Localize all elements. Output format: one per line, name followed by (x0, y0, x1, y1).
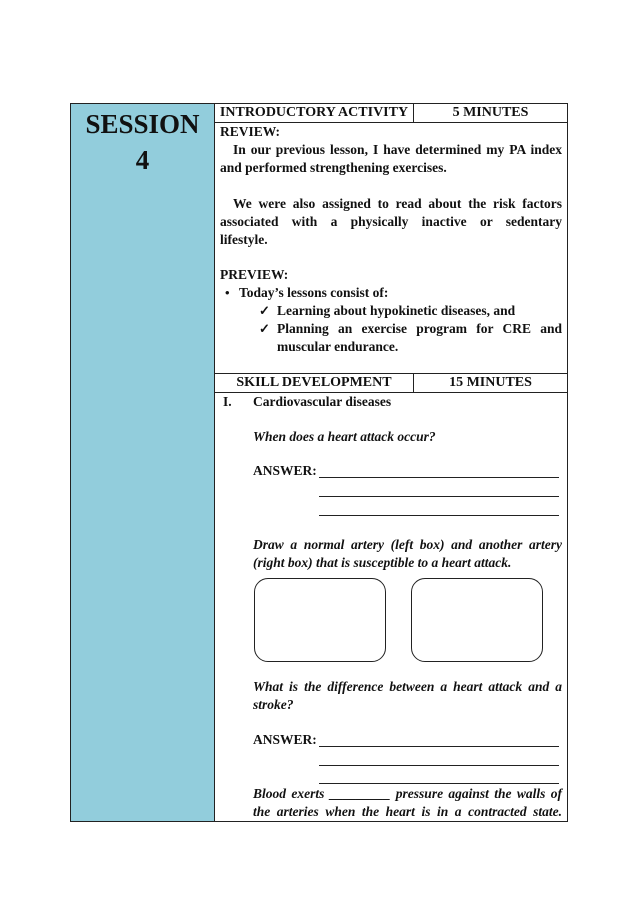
answer-line[interactable] (319, 783, 559, 784)
preview-check: Planning an exercise program for CRE and (277, 321, 562, 336)
question-3: stroke? (253, 697, 294, 712)
session-word: SESSION (85, 109, 200, 139)
answer-line[interactable] (319, 746, 559, 747)
preview-check: Learning about hypokinetic diseases, and (277, 303, 516, 318)
review-line: In our previous lesson, I have determined my PA index (233, 142, 562, 157)
skill-title: SKILL DEVELOPMENT (236, 375, 392, 390)
bullet-icon: • (225, 285, 230, 300)
question-4: the arteries when the heart is in a contracted state. (253, 804, 562, 819)
review-label: REVIEW: (220, 124, 281, 139)
susceptible-artery-drawing-box[interactable] (411, 578, 543, 662)
check-icon: ✓ (259, 321, 270, 336)
question-4: Blood exerts _________ pressure against the walls of (253, 786, 562, 801)
skill-duration: 15 MINUTES (413, 374, 567, 392)
session-column (71, 104, 215, 821)
content-column (215, 104, 567, 821)
question-2: (right box) that is susceptible to a heart attack. (253, 555, 512, 570)
answer-line[interactable] (319, 496, 559, 497)
skill-header (215, 374, 567, 393)
question-3: What is the difference between a heart attack and a (253, 679, 562, 694)
question-1: When does a heart attack occur? (253, 429, 436, 444)
session-label (71, 106, 214, 178)
answer-label: ANSWER: (253, 732, 317, 747)
worksheet-table (70, 103, 568, 822)
review-line: lifestyle. (220, 232, 268, 247)
item-number: I. (223, 394, 232, 409)
review-line: and performed strengthening exercises. (220, 160, 447, 175)
preview-check: muscular endurance. (277, 339, 399, 354)
item-title: Cardiovascular diseases (253, 394, 392, 409)
review-line: associated with a physically inactive or sedentary (220, 214, 562, 229)
answer-line[interactable] (319, 515, 559, 516)
normal-artery-drawing-box[interactable] (254, 578, 386, 662)
intro-header (215, 104, 567, 123)
intro-title: INTRODUCTORY ACTIVITY (219, 105, 409, 120)
answer-line[interactable] (319, 765, 559, 766)
session-number: 4 (135, 145, 150, 175)
preview-bullet: Today’s lessons consist of: (239, 285, 389, 300)
intro-duration: 5 MINUTES (413, 104, 567, 122)
preview-label: PREVIEW: (220, 267, 289, 282)
question-2: Draw a normal artery (left box) and another artery (253, 537, 562, 552)
check-icon: ✓ (259, 303, 270, 318)
answer-label: ANSWER: (253, 463, 317, 478)
answer-line[interactable] (319, 477, 559, 478)
review-line: We were also assigned to read about the risk factors (233, 196, 562, 211)
